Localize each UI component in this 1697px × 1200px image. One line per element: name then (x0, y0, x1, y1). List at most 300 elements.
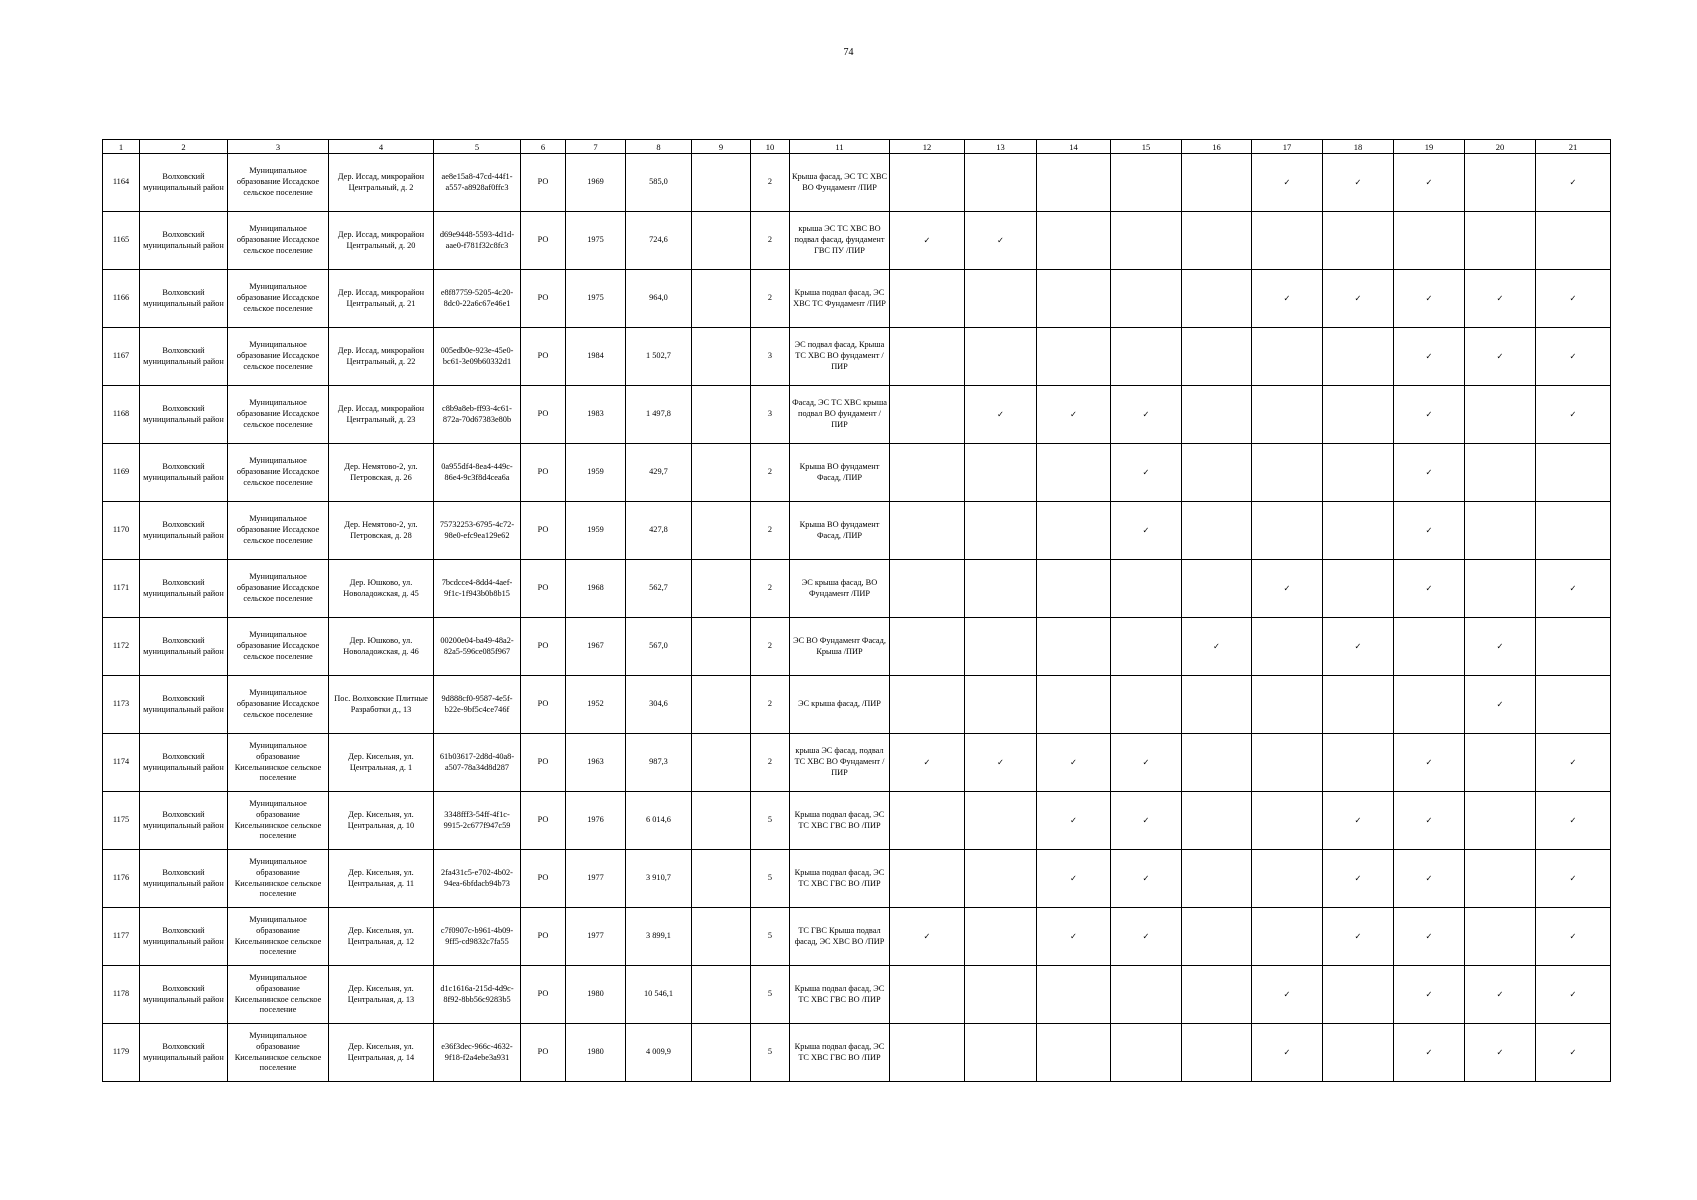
guid-cell: 2fa431c5-e702-4b02-94ea-6bfdacb94b73 (434, 850, 521, 908)
settlement-cell: Муниципальное образование Иссадское сельское поселение (228, 212, 329, 270)
column-9-cell (692, 328, 751, 386)
row-number-cell: 1172 (103, 618, 140, 676)
district-cell: Волховский муниципальный район (140, 502, 228, 560)
empty-cell (1182, 734, 1252, 792)
column-9-cell (692, 386, 751, 444)
settlement-cell: Муниципальное образование Иссадское сельское поселение (228, 270, 329, 328)
check-mark-icon: ✓ (1323, 792, 1394, 850)
area-cell: 427,8 (626, 502, 692, 560)
empty-cell (1182, 386, 1252, 444)
row-number-cell: 1171 (103, 560, 140, 618)
empty-cell (1037, 618, 1111, 676)
column-9-cell (692, 734, 751, 792)
column-header: 18 (1323, 140, 1394, 154)
guid-cell: 9d888cf0-9587-4e5f-b22e-9bf5c4ce746f (434, 676, 521, 734)
year-cell: 1976 (566, 792, 626, 850)
empty-cell (965, 1024, 1037, 1082)
floors-cell: 2 (751, 618, 790, 676)
check-mark-icon: ✓ (1037, 386, 1111, 444)
empty-cell (1252, 212, 1323, 270)
empty-cell (890, 502, 965, 560)
settlement-cell: Муниципальное образование Кисельнинское сельское поселение (228, 734, 329, 792)
check-mark-icon: ✓ (1111, 502, 1182, 560)
settlement-cell: Муниципальное образование Кисельнинское сельское поселение (228, 1024, 329, 1082)
district-cell: Волховский муниципальный район (140, 444, 228, 502)
check-mark-icon: ✓ (1394, 328, 1465, 386)
check-mark-icon: ✓ (1536, 734, 1611, 792)
empty-cell (965, 154, 1037, 212)
district-cell: Волховский муниципальный район (140, 908, 228, 966)
empty-cell (1252, 502, 1323, 560)
row-number-cell: 1175 (103, 792, 140, 850)
column-header: 3 (228, 140, 329, 154)
empty-cell (1252, 850, 1323, 908)
table-row (103, 154, 1611, 212)
check-mark-icon: ✓ (890, 908, 965, 966)
empty-cell (1182, 270, 1252, 328)
empty-cell (1465, 386, 1536, 444)
district-cell: Волховский муниципальный район (140, 154, 228, 212)
empty-cell (1465, 908, 1536, 966)
empty-cell (890, 270, 965, 328)
address-cell: Дер. Иссад, микрорайон Центральный, д. 21 (329, 270, 434, 328)
column-header: 6 (521, 140, 566, 154)
check-mark-icon: ✓ (1394, 734, 1465, 792)
check-mark-icon: ✓ (1323, 908, 1394, 966)
floors-cell: 2 (751, 444, 790, 502)
floors-cell: 2 (751, 502, 790, 560)
check-mark-icon: ✓ (1111, 908, 1182, 966)
column-header: 17 (1252, 140, 1323, 154)
guid-cell: 61b03617-2d8d-40a8-a507-78a34d8d287 (434, 734, 521, 792)
row-number-cell: 1167 (103, 328, 140, 386)
year-cell: 1952 (566, 676, 626, 734)
area-cell: 1 502,7 (626, 328, 692, 386)
method-cell: РО (521, 212, 566, 270)
empty-cell (1037, 328, 1111, 386)
empty-cell (1465, 502, 1536, 560)
check-mark-icon: ✓ (965, 386, 1037, 444)
empty-cell (1037, 212, 1111, 270)
settlement-cell: Муниципальное образование Иссадское сельское поселение (228, 618, 329, 676)
empty-cell (1252, 792, 1323, 850)
year-cell: 1975 (566, 270, 626, 328)
settlement-cell: Муниципальное образование Кисельнинское сельское поселение (228, 792, 329, 850)
empty-cell (1037, 444, 1111, 502)
empty-cell (1037, 270, 1111, 328)
year-cell: 1969 (566, 154, 626, 212)
works-cell: ЭС крыша фасад, /ПИР (790, 676, 890, 734)
check-mark-icon: ✓ (1536, 792, 1611, 850)
guid-cell: 00200e04-ba49-48a2-82a5-596ce085f967 (434, 618, 521, 676)
page-number: 74 (843, 47, 854, 58)
area-cell: 1 497,8 (626, 386, 692, 444)
check-mark-icon: ✓ (1394, 850, 1465, 908)
row-number-cell: 1166 (103, 270, 140, 328)
empty-cell (1182, 328, 1252, 386)
district-cell: Волховский муниципальный район (140, 386, 228, 444)
check-mark-icon: ✓ (1252, 560, 1323, 618)
check-mark-icon: ✓ (1037, 850, 1111, 908)
method-cell: РО (521, 618, 566, 676)
address-cell: Дер. Иссад, микрорайон Центральный, д. 22 (329, 328, 434, 386)
address-cell: Дер. Немятово-2, ул. Петровская, д. 28 (329, 502, 434, 560)
check-mark-icon: ✓ (1394, 502, 1465, 560)
settlement-cell: Муниципальное образование Иссадское сельское поселение (228, 502, 329, 560)
district-cell: Волховский муниципальный район (140, 966, 228, 1024)
column-header: 15 (1111, 140, 1182, 154)
floors-cell: 2 (751, 560, 790, 618)
area-cell: 724,6 (626, 212, 692, 270)
empty-cell (1536, 618, 1611, 676)
floors-cell: 2 (751, 270, 790, 328)
column-header: 5 (434, 140, 521, 154)
column-9-cell (692, 966, 751, 1024)
empty-cell (965, 908, 1037, 966)
check-mark-icon: ✓ (1037, 908, 1111, 966)
empty-cell (1037, 676, 1111, 734)
check-mark-icon: ✓ (1394, 386, 1465, 444)
column-9-cell (692, 908, 751, 966)
empty-cell (1037, 154, 1111, 212)
column-9-cell (692, 444, 751, 502)
area-cell: 964,0 (626, 270, 692, 328)
check-mark-icon: ✓ (1394, 908, 1465, 966)
guid-cell: c8b9a8eb-ff93-4c61-872a-70d67383e80b (434, 386, 521, 444)
method-cell: РО (521, 734, 566, 792)
floors-cell: 5 (751, 1024, 790, 1082)
empty-cell (1465, 560, 1536, 618)
works-cell: ЭС ВО Фундамент Фасад, Крыша /ПИР (790, 618, 890, 676)
works-cell: Фасад, ЭС ТС ХВС крыша подвал ВО фундамент /ПИР (790, 386, 890, 444)
empty-cell (965, 560, 1037, 618)
check-mark-icon: ✓ (1465, 966, 1536, 1024)
check-mark-icon: ✓ (1465, 618, 1536, 676)
area-cell: 4 009,9 (626, 1024, 692, 1082)
check-mark-icon: ✓ (1111, 444, 1182, 502)
empty-cell (1536, 444, 1611, 502)
column-9-cell (692, 154, 751, 212)
district-cell: Волховский муниципальный район (140, 850, 228, 908)
column-header: 7 (566, 140, 626, 154)
empty-cell (1465, 154, 1536, 212)
method-cell: РО (521, 792, 566, 850)
year-cell: 1980 (566, 966, 626, 1024)
works-cell: крыша ЭС ТС ХВС ВО подвал фасад, фундамент ГВС ПУ /ПИР (790, 212, 890, 270)
empty-cell (890, 966, 965, 1024)
address-cell: Дер. Кисельня, ул. Центральная, д. 12 (329, 908, 434, 966)
floors-cell: 5 (751, 792, 790, 850)
row-number-cell: 1177 (103, 908, 140, 966)
works-cell: Крыша ВО фундамент Фасад, /ПИР (790, 444, 890, 502)
settlement-cell: Муниципальное образование Иссадское сельское поселение (228, 154, 329, 212)
year-cell: 1968 (566, 560, 626, 618)
empty-cell (1465, 792, 1536, 850)
guid-cell: e36f3dec-966c-4632-9f18-f2a4ebe3a931 (434, 1024, 521, 1082)
empty-cell (1182, 908, 1252, 966)
check-mark-icon: ✓ (1465, 328, 1536, 386)
check-mark-icon: ✓ (1536, 328, 1611, 386)
year-cell: 1977 (566, 908, 626, 966)
empty-cell (890, 444, 965, 502)
district-cell: Волховский муниципальный район (140, 676, 228, 734)
table-row (103, 560, 1611, 618)
table-row (103, 444, 1611, 502)
column-header: 11 (790, 140, 890, 154)
method-cell: РО (521, 386, 566, 444)
empty-cell (1182, 676, 1252, 734)
column-header: 4 (329, 140, 434, 154)
address-cell: Дер. Иссад, микрорайон Центральный, д. 20 (329, 212, 434, 270)
area-cell: 3 910,7 (626, 850, 692, 908)
table-body (103, 154, 1611, 1082)
area-cell: 10 546,1 (626, 966, 692, 1024)
empty-cell (1323, 734, 1394, 792)
guid-cell: d69e9448-5593-4d1d-aae0-f781f32c8fc3 (434, 212, 521, 270)
settlement-cell: Муниципальное образование Иссадское сельское поселение (228, 676, 329, 734)
empty-cell (1465, 734, 1536, 792)
guid-cell: 3348fff3-54ff-4f1c-9915-2c677f947c59 (434, 792, 521, 850)
check-mark-icon: ✓ (890, 734, 965, 792)
empty-cell (890, 154, 965, 212)
check-mark-icon: ✓ (1536, 270, 1611, 328)
table-row (103, 270, 1611, 328)
column-header: 2 (140, 140, 228, 154)
empty-cell (1111, 966, 1182, 1024)
empty-cell (1182, 502, 1252, 560)
empty-cell (965, 792, 1037, 850)
settlement-cell: Муниципальное образование Иссадское сельское поселение (228, 560, 329, 618)
address-cell: Дер. Кисельня, ул. Центральная, д. 1 (329, 734, 434, 792)
floors-cell: 2 (751, 676, 790, 734)
empty-cell (1323, 676, 1394, 734)
table-row (103, 792, 1611, 850)
works-cell: ЭС крыша фасад, ВО Фундамент /ПИР (790, 560, 890, 618)
check-mark-icon: ✓ (1536, 966, 1611, 1024)
empty-cell (1252, 676, 1323, 734)
column-9-cell (692, 502, 751, 560)
address-cell: Дер. Юшково, ул. Новоладожская, д. 45 (329, 560, 434, 618)
table-row (103, 328, 1611, 386)
check-mark-icon: ✓ (1536, 386, 1611, 444)
check-mark-icon: ✓ (1394, 560, 1465, 618)
row-number-cell: 1173 (103, 676, 140, 734)
empty-cell (965, 676, 1037, 734)
year-cell: 1984 (566, 328, 626, 386)
check-mark-icon: ✓ (1111, 734, 1182, 792)
works-cell: Крыша подвал фасад, ЭС ТС ХВС ГВС ВО /ПИР (790, 966, 890, 1024)
address-cell: Дер. Иссад, микрорайон Центральный, д. 23 (329, 386, 434, 444)
floors-cell: 5 (751, 908, 790, 966)
empty-cell (965, 850, 1037, 908)
table-row (103, 676, 1611, 734)
check-mark-icon: ✓ (1323, 270, 1394, 328)
district-cell: Волховский муниципальный район (140, 212, 228, 270)
check-mark-icon: ✓ (1394, 270, 1465, 328)
year-cell: 1977 (566, 850, 626, 908)
empty-cell (1394, 212, 1465, 270)
method-cell: РО (521, 850, 566, 908)
empty-cell (1323, 502, 1394, 560)
address-cell: Дер. Кисельня, ул. Центральная, д. 10 (329, 792, 434, 850)
year-cell: 1963 (566, 734, 626, 792)
empty-cell (1037, 966, 1111, 1024)
empty-cell (1252, 908, 1323, 966)
empty-cell (965, 270, 1037, 328)
register-table (102, 139, 1611, 1082)
empty-cell (1536, 212, 1611, 270)
works-cell: Крыша ВО фундамент Фасад, /ПИР (790, 502, 890, 560)
row-number-cell: 1164 (103, 154, 140, 212)
check-mark-icon: ✓ (1536, 154, 1611, 212)
empty-cell (1252, 386, 1323, 444)
method-cell: РО (521, 908, 566, 966)
address-cell: Дер. Кисельня, ул. Центральная, д. 14 (329, 1024, 434, 1082)
check-mark-icon: ✓ (1182, 618, 1252, 676)
year-cell: 1959 (566, 444, 626, 502)
district-cell: Волховский муниципальный район (140, 734, 228, 792)
table-row (103, 502, 1611, 560)
floors-cell: 5 (751, 850, 790, 908)
check-mark-icon: ✓ (1536, 908, 1611, 966)
check-mark-icon: ✓ (1394, 792, 1465, 850)
method-cell: РО (521, 1024, 566, 1082)
floors-cell: 2 (751, 154, 790, 212)
table-row (103, 850, 1611, 908)
empty-cell (1323, 444, 1394, 502)
address-cell: Дер. Кисельня, ул. Центральная, д. 13 (329, 966, 434, 1024)
row-number-cell: 1170 (103, 502, 140, 560)
empty-cell (890, 560, 965, 618)
check-mark-icon: ✓ (1111, 792, 1182, 850)
empty-cell (965, 618, 1037, 676)
empty-cell (1111, 676, 1182, 734)
empty-cell (1323, 386, 1394, 444)
empty-cell (1182, 792, 1252, 850)
works-cell: ТС ГВС Крыша подвал фасад, ЭС ХВС ВО /ПИР (790, 908, 890, 966)
empty-cell (890, 618, 965, 676)
empty-cell (890, 386, 965, 444)
table-row (103, 734, 1611, 792)
works-cell: Крыша подвал фасад, ЭС ТС ХВС ГВС ВО /ПИР (790, 1024, 890, 1082)
column-9-cell (692, 560, 751, 618)
address-cell: Дер. Немятово-2, ул. Петровская, д. 26 (329, 444, 434, 502)
empty-cell (890, 792, 965, 850)
empty-cell (1536, 676, 1611, 734)
empty-cell (1394, 618, 1465, 676)
check-mark-icon: ✓ (1252, 154, 1323, 212)
column-9-cell (692, 792, 751, 850)
check-mark-icon: ✓ (1323, 618, 1394, 676)
table-row (103, 966, 1611, 1024)
column-9-cell (692, 618, 751, 676)
row-number-cell: 1178 (103, 966, 140, 1024)
floors-cell: 2 (751, 212, 790, 270)
address-cell: Дер. Иссад, микрорайон Центральный, д. 2 (329, 154, 434, 212)
check-mark-icon: ✓ (965, 734, 1037, 792)
column-9-cell (692, 850, 751, 908)
check-mark-icon: ✓ (965, 212, 1037, 270)
method-cell: РО (521, 502, 566, 560)
row-number-cell: 1176 (103, 850, 140, 908)
works-cell: Крыша подвал фасад, ЭС ХВС ТС Фундамент /ПИР (790, 270, 890, 328)
empty-cell (1323, 966, 1394, 1024)
check-mark-icon: ✓ (1394, 966, 1465, 1024)
settlement-cell: Муниципальное образование Иссадское сельское поселение (228, 386, 329, 444)
district-cell: Волховский муниципальный район (140, 792, 228, 850)
guid-cell: e8f87759-5205-4c20-8dc0-22a6c67e46e1 (434, 270, 521, 328)
empty-cell (1323, 560, 1394, 618)
method-cell: РО (521, 328, 566, 386)
address-cell: Дер. Юшково, ул. Новоладожская, д. 46 (329, 618, 434, 676)
column-9-cell (692, 270, 751, 328)
table-row (103, 212, 1611, 270)
guid-cell: c7f0907c-b961-4b09-9ff5-cd9832c7fa55 (434, 908, 521, 966)
column-header: 12 (890, 140, 965, 154)
method-cell: РО (521, 444, 566, 502)
row-number-cell: 1169 (103, 444, 140, 502)
check-mark-icon: ✓ (1323, 850, 1394, 908)
guid-cell: 005edb0e-923e-45e0-bc61-3e09b60332d1 (434, 328, 521, 386)
column-header: 13 (965, 140, 1037, 154)
works-cell: Крыша фасад, ЭС ТС ХВС ВО Фундамент /ПИР (790, 154, 890, 212)
guid-cell: 0a955df4-8ea4-449c-86e4-9c3f8d4cea6a (434, 444, 521, 502)
area-cell: 562,7 (626, 560, 692, 618)
works-cell: Крыша подвал фасад, ЭС ТС ХВС ГВС ВО /ПИР (790, 850, 890, 908)
settlement-cell: Муниципальное образование Иссадское сельское поселение (228, 444, 329, 502)
empty-cell (1465, 444, 1536, 502)
settlement-cell: Муниципальное образование Иссадское сельское поселение (228, 328, 329, 386)
empty-cell (1323, 212, 1394, 270)
check-mark-icon: ✓ (1037, 792, 1111, 850)
empty-cell (1182, 154, 1252, 212)
column-header: 1 (103, 140, 140, 154)
column-header: 9 (692, 140, 751, 154)
check-mark-icon: ✓ (1252, 1024, 1323, 1082)
year-cell: 1980 (566, 1024, 626, 1082)
check-mark-icon: ✓ (1536, 1024, 1611, 1082)
check-mark-icon: ✓ (1536, 560, 1611, 618)
empty-cell (1252, 328, 1323, 386)
address-cell: Пос. Волховские Плитные Разработки д., 13 (329, 676, 434, 734)
empty-cell (1182, 850, 1252, 908)
area-cell: 585,0 (626, 154, 692, 212)
year-cell: 1983 (566, 386, 626, 444)
area-cell: 304,6 (626, 676, 692, 734)
row-number-cell: 1165 (103, 212, 140, 270)
guid-cell: 75732253-6795-4c72-98e0-efc9ea129e62 (434, 502, 521, 560)
empty-cell (1182, 444, 1252, 502)
table-row (103, 386, 1611, 444)
column-header: 14 (1037, 140, 1111, 154)
method-cell: РО (521, 154, 566, 212)
empty-cell (1465, 850, 1536, 908)
empty-cell (1536, 502, 1611, 560)
check-mark-icon: ✓ (1111, 850, 1182, 908)
method-cell: РО (521, 966, 566, 1024)
empty-cell (1182, 966, 1252, 1024)
district-cell: Волховский муниципальный район (140, 270, 228, 328)
table-row (103, 618, 1611, 676)
header-row (103, 140, 1611, 154)
empty-cell (890, 676, 965, 734)
empty-cell (965, 502, 1037, 560)
empty-cell (1111, 328, 1182, 386)
column-9-cell (692, 676, 751, 734)
area-cell: 6 014,6 (626, 792, 692, 850)
empty-cell (890, 1024, 965, 1082)
empty-cell (1037, 1024, 1111, 1082)
